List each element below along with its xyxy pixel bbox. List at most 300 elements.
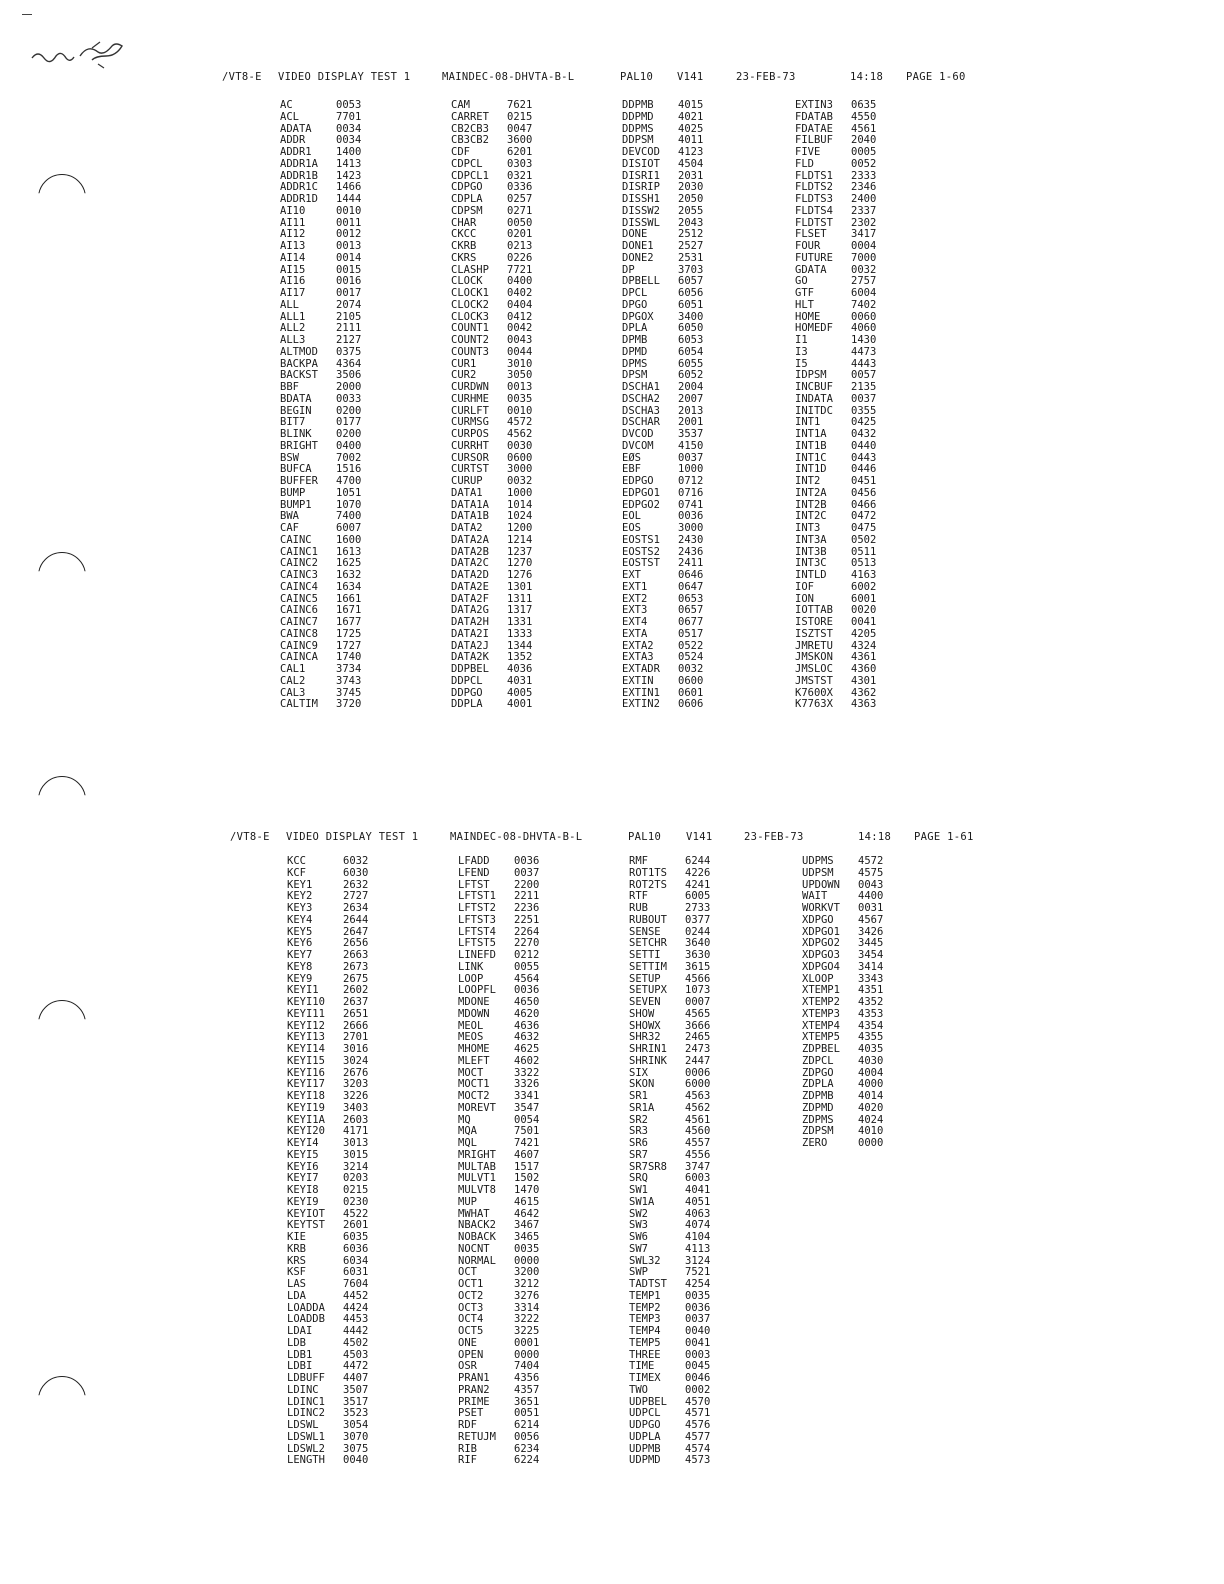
symbol-name: LFTST3 <box>458 913 496 926</box>
symbol-value: 6000 <box>685 1078 711 1091</box>
symbol-name: KEY2 <box>287 890 313 903</box>
symbol-row <box>458 1455 568 1467</box>
symbol-value: 6234 <box>514 1442 540 1455</box>
symbol-value: 4036 <box>507 663 533 675</box>
header-date: 23-FEB-73 <box>736 71 796 83</box>
symbol-name: LENGTH <box>287 1454 325 1467</box>
symbol-column <box>451 100 561 711</box>
symbol-name: DATA2F <box>451 592 489 605</box>
symbol-name: CDPLA <box>451 193 483 205</box>
symbol-name: BWA <box>280 510 299 523</box>
symbol-name: MOCT1 <box>458 1078 490 1091</box>
symbol-name: EOSTST <box>622 557 660 570</box>
symbol-value: 0011 <box>336 216 362 229</box>
symbol-value: 1423 <box>336 169 362 182</box>
symbol-name: SW1 <box>629 1184 648 1196</box>
symbol-value: 0647 <box>678 580 704 593</box>
symbol-name: PRAN1 <box>458 1372 490 1384</box>
symbol-value: 6054 <box>678 345 704 358</box>
symbol-name: DATA2J <box>451 639 489 652</box>
symbol-row <box>287 1326 397 1338</box>
symbol-value: 1000 <box>678 463 704 476</box>
symbol-value: 3124 <box>685 1254 711 1267</box>
symbol-name: KEY3 <box>287 902 313 914</box>
symbol-name: CURTST <box>451 463 489 476</box>
symbol-row <box>795 476 905 488</box>
symbol-value: 6001 <box>851 592 877 605</box>
symbol-name: KEYI12 <box>287 1019 325 1032</box>
symbol-name: CAM <box>451 99 470 111</box>
symbol-name: KEYI5 <box>287 1148 319 1161</box>
symbol-name: BLINK <box>280 428 312 440</box>
symbol-name: CLOCK1 <box>451 287 489 299</box>
symbol-value: 0200 <box>336 428 362 440</box>
symbol-value: 3322 <box>514 1066 540 1079</box>
symbol-row <box>795 147 905 159</box>
symbol-value: 0522 <box>678 639 704 652</box>
symbol-row <box>458 1432 568 1444</box>
symbol-value: 0355 <box>851 404 877 417</box>
symbol-row <box>287 1455 397 1467</box>
symbol-value: 3403 <box>343 1101 369 1114</box>
symbol-name: SR6 <box>629 1137 648 1149</box>
symbol-value: 0600 <box>678 674 704 687</box>
symbol-name: KEY9 <box>287 972 313 985</box>
symbol-row <box>280 253 390 265</box>
symbol-value: 3615 <box>685 960 711 973</box>
symbol-row <box>451 699 561 711</box>
symbol-name: LDSWL <box>287 1419 319 1431</box>
symbol-row <box>622 382 732 394</box>
symbol-name: BDATA <box>280 392 312 405</box>
symbol-value: 4443 <box>851 357 877 370</box>
symbol-row <box>629 1455 739 1467</box>
symbol-name: CKRS <box>451 251 477 264</box>
symbol-value: 0035 <box>507 392 533 405</box>
symbol-row <box>629 1197 739 1209</box>
symbol-row <box>287 1138 397 1150</box>
symbol-name: INT3C <box>795 557 827 570</box>
symbol-name: LFTST4 <box>458 925 496 938</box>
symbol-value: 4574 <box>685 1442 711 1455</box>
symbol-value: 3214 <box>343 1160 369 1173</box>
header-time: 14:18 <box>850 71 884 83</box>
symbol-value: 4400 <box>858 890 884 903</box>
symbol-value: 1317 <box>507 604 533 617</box>
symbol-value: 3400 <box>678 310 704 323</box>
symbol-row <box>280 112 390 124</box>
symbol-name: SR1 <box>629 1090 648 1102</box>
symbol-name: K7763X <box>795 698 833 711</box>
symbol-value: 0177 <box>336 416 362 429</box>
symbol-row <box>622 394 732 406</box>
symbol-value: 4011 <box>678 134 704 147</box>
symbol-value: 0010 <box>336 204 362 217</box>
symbol-name: ZERO <box>802 1137 828 1149</box>
symbol-name: LDSWL1 <box>287 1430 325 1443</box>
symbol-value: 0040 <box>343 1454 369 1467</box>
symbol-row <box>287 962 397 974</box>
symbol-name: CAINC8 <box>280 627 318 640</box>
symbol-value: 0036 <box>514 984 540 997</box>
symbol-name: ZDPMS <box>802 1113 834 1126</box>
symbol-name: INT2B <box>795 498 827 511</box>
header-page-number: PAGE 1-61 <box>914 831 974 843</box>
symbol-name: INT2C <box>795 510 827 523</box>
symbol-value: 1727 <box>336 639 362 652</box>
symbol-value: 7621 <box>507 99 533 111</box>
symbol-value: 3547 <box>514 1101 540 1114</box>
symbol-name: DATA1 <box>451 486 483 499</box>
symbol-name: DONE1 <box>622 240 654 252</box>
symbol-name: JMSLOC <box>795 663 833 675</box>
symbol-value: 4357 <box>514 1383 540 1396</box>
symbol-value: 4473 <box>851 345 877 358</box>
symbol-name: INT1D <box>795 463 827 476</box>
symbol-value: 0047 <box>507 122 533 135</box>
symbol-name: LOOPFL <box>458 984 496 997</box>
symbol-value: 0043 <box>858 878 884 891</box>
symbol-row <box>287 1197 397 1209</box>
symbol-name: WORKVT <box>802 902 840 914</box>
symbol-name: MEOL <box>458 1019 484 1032</box>
symbol-name: UDPMB <box>629 1442 661 1455</box>
symbol-name: CDPCL <box>451 157 483 170</box>
symbol-value: 0646 <box>678 569 704 581</box>
symbol-value: 6005 <box>685 890 711 903</box>
symbol-value: 4572 <box>507 416 533 429</box>
symbol-value: 2637 <box>343 996 369 1008</box>
symbol-row <box>795 288 905 300</box>
header-assembler: PAL10 <box>620 71 654 83</box>
symbol-name: I3 <box>795 345 808 358</box>
symbol-name: SW6 <box>629 1231 648 1243</box>
symbol-name: CAINC9 <box>280 639 318 652</box>
symbol-name: ADDR1D <box>280 193 318 205</box>
symbol-name: MLEFT <box>458 1054 490 1067</box>
symbol-value: 1430 <box>851 334 877 346</box>
symbol-name: ZDPGO <box>802 1066 834 1079</box>
symbol-row <box>458 856 568 868</box>
symbol-value: 2074 <box>336 298 362 311</box>
symbol-value: 0517 <box>678 627 704 640</box>
header-prefix: /VT8-E <box>230 831 270 843</box>
symbol-row <box>451 582 561 594</box>
symbol-name: DONE <box>622 228 648 241</box>
symbol-value: 7701 <box>336 110 362 123</box>
symbol-value: 3222 <box>514 1313 540 1326</box>
symbol-name: CAL1 <box>280 663 306 675</box>
symbol-row <box>795 382 905 394</box>
symbol-value: 3203 <box>343 1078 369 1091</box>
symbol-name: KEYI9 <box>287 1195 319 1208</box>
symbol-value: 4150 <box>678 439 704 452</box>
symbol-value: 3070 <box>343 1430 369 1443</box>
symbol-row <box>451 570 561 582</box>
symbol-value: 4353 <box>858 1007 884 1020</box>
symbol-name: CAL2 <box>280 674 306 687</box>
symbol-name: FIVE <box>795 146 821 158</box>
symbol-value: 0035 <box>685 1289 711 1302</box>
symbol-value: 1024 <box>507 510 533 523</box>
symbol-name: EXTA3 <box>622 651 654 664</box>
symbol-name: SETUP <box>629 972 661 985</box>
symbol-name: SHRINK <box>629 1054 667 1067</box>
symbol-value: 0741 <box>678 498 704 511</box>
symbol-name: CURLFT <box>451 404 489 417</box>
symbol-value: 2000 <box>336 381 362 393</box>
symbol-value: 6007 <box>336 522 362 534</box>
symbol-value: 3467 <box>514 1219 540 1232</box>
symbol-name: MEOS <box>458 1031 484 1044</box>
symbol-name: LDB1 <box>287 1348 313 1361</box>
symbol-value: 2270 <box>514 937 540 950</box>
symbol-value: 4620 <box>514 1007 540 1020</box>
symbol-row <box>451 535 561 547</box>
symbol-name: LDBUFF <box>287 1372 325 1384</box>
symbol-value: 2004 <box>678 381 704 393</box>
symbol-value: 0054 <box>514 1113 540 1126</box>
symbol-name: TEMP2 <box>629 1301 661 1314</box>
symbol-value: 0000 <box>514 1254 540 1267</box>
symbol-name: NOBACK <box>458 1231 496 1243</box>
symbol-name: EØS <box>622 451 641 464</box>
symbol-name: FILBUF <box>795 134 833 147</box>
symbol-name: EBF <box>622 463 641 476</box>
symbol-value: 0014 <box>336 251 362 264</box>
symbol-row <box>622 523 732 535</box>
symbol-name: AC <box>280 99 293 111</box>
symbol-row <box>622 535 732 547</box>
symbol-name: ALL1 <box>280 310 306 323</box>
symbol-value: 6030 <box>343 866 369 879</box>
symbol-name: SR2 <box>629 1113 648 1126</box>
symbol-value: 6244 <box>685 855 711 867</box>
symbol-value: 2111 <box>336 322 362 335</box>
symbol-name: KEY7 <box>287 949 313 961</box>
symbol-value: 0043 <box>507 334 533 346</box>
symbol-name: INT2 <box>795 475 821 487</box>
symbol-value: 3075 <box>343 1442 369 1455</box>
symbol-name: KEY4 <box>287 913 313 926</box>
symbol-value: 2673 <box>343 960 369 973</box>
symbol-value: 6034 <box>343 1254 369 1267</box>
symbol-name: BRIGHT <box>280 439 318 452</box>
symbol-value: 6055 <box>678 357 704 370</box>
symbol-name: KEYI18 <box>287 1090 325 1102</box>
symbol-value: 4254 <box>685 1278 711 1290</box>
symbol-name: CURDWN <box>451 381 489 393</box>
symbol-value: 0040 <box>685 1325 711 1337</box>
symbol-value: 1517 <box>514 1160 540 1173</box>
symbol-value: 4563 <box>685 1090 711 1102</box>
symbol-row <box>458 1185 568 1197</box>
symbol-value: 1625 <box>336 557 362 570</box>
symbol-name: DDPMB <box>622 99 654 111</box>
symbol-value: 0034 <box>336 134 362 147</box>
symbol-row <box>451 288 561 300</box>
symbol-name: LINEFD <box>458 949 496 961</box>
symbol-row <box>629 868 739 880</box>
symbol-name: UDPBEL <box>629 1395 667 1408</box>
symbol-row <box>451 300 561 312</box>
symbol-row <box>629 1432 739 1444</box>
symbol-name: MUP <box>458 1195 477 1208</box>
symbol-value: 4361 <box>851 651 877 664</box>
symbol-value: 2651 <box>343 1007 369 1020</box>
symbol-value: 6003 <box>685 1172 711 1185</box>
symbol-row <box>795 394 905 406</box>
symbol-value: 0006 <box>685 1066 711 1079</box>
symbol-value: 2236 <box>514 902 540 914</box>
symbol-row <box>458 1338 568 1350</box>
symbol-value: 4010 <box>858 1125 884 1138</box>
symbol-row <box>795 335 905 347</box>
symbol-row <box>795 253 905 265</box>
symbol-name: CAINC5 <box>280 592 318 605</box>
symbol-value: 0653 <box>678 592 704 605</box>
symbol-row <box>622 676 732 688</box>
symbol-name: DISSW2 <box>622 204 660 217</box>
symbol-row <box>280 429 390 441</box>
symbol-row <box>795 241 905 253</box>
symbol-row <box>458 1291 568 1303</box>
symbol-name: DP <box>622 263 635 276</box>
symbol-value: 2055 <box>678 204 704 217</box>
symbol-value: 3745 <box>336 686 362 699</box>
symbol-row <box>629 950 739 962</box>
symbol-value: 0060 <box>851 310 877 323</box>
symbol-value: 0203 <box>343 1172 369 1185</box>
symbol-value: 3465 <box>514 1231 540 1243</box>
symbol-value: 2757 <box>851 275 877 288</box>
symbol-value: 4503 <box>343 1348 369 1361</box>
symbol-value: 3226 <box>343 1090 369 1102</box>
punch-hole-mark <box>38 776 86 824</box>
symbol-name: UDPLA <box>629 1430 661 1443</box>
symbol-name: HOME <box>795 310 821 323</box>
symbol-value: 0020 <box>851 604 877 617</box>
symbol-row <box>280 300 390 312</box>
symbol-row <box>287 1103 397 1115</box>
symbol-name: CDPCL1 <box>451 169 489 182</box>
symbol-name: MQ <box>458 1113 471 1126</box>
symbol-name: MHOME <box>458 1043 490 1055</box>
symbol-value: 3703 <box>678 263 704 276</box>
symbol-value: 4570 <box>685 1395 711 1408</box>
symbol-name: DONE2 <box>622 251 654 264</box>
symbol-name: LOOP <box>458 972 484 985</box>
symbol-row <box>280 488 390 500</box>
symbol-name: RTF <box>629 890 648 903</box>
symbol-value: 0475 <box>851 522 877 534</box>
symbol-value: 4573 <box>685 1454 711 1467</box>
symbol-value: 3000 <box>507 463 533 476</box>
symbol-value: 6053 <box>678 334 704 346</box>
symbol-name: KIE <box>287 1231 306 1243</box>
symbol-name: DEVCOD <box>622 146 660 158</box>
symbol-row <box>622 100 732 112</box>
symbol-value: 2013 <box>678 404 704 417</box>
symbol-name: DDPLA <box>451 698 483 711</box>
symbol-value: 0037 <box>678 451 704 464</box>
symbol-row <box>795 488 905 500</box>
symbol-value: 4241 <box>685 878 711 891</box>
symbol-name: PRAN2 <box>458 1383 490 1396</box>
symbol-name: KEYI1A <box>287 1113 325 1126</box>
symbol-value: 0321 <box>507 169 533 182</box>
symbol-value: 4557 <box>685 1137 711 1149</box>
symbol-value: 0057 <box>851 369 877 382</box>
symbol-name: AI10 <box>280 204 306 217</box>
symbol-row <box>802 950 912 962</box>
symbol-name: BBF <box>280 381 299 393</box>
symbol-row <box>280 147 390 159</box>
symbol-name: THREE <box>629 1348 661 1361</box>
symbol-row <box>622 629 732 641</box>
symbol-row <box>795 206 905 218</box>
symbol-name: CURSOR <box>451 451 489 464</box>
symbol-name: LFEND <box>458 866 490 879</box>
symbol-name: INT1A <box>795 428 827 440</box>
symbol-value: 3200 <box>514 1266 540 1279</box>
symbol-row <box>629 1056 739 1068</box>
symbol-value: 0215 <box>507 110 533 123</box>
symbol-row <box>280 629 390 641</box>
symbol-row <box>802 1044 912 1056</box>
symbol-value: 4607 <box>514 1148 540 1161</box>
symbol-name: KCC <box>287 855 306 867</box>
symbol-name: COUNT1 <box>451 322 489 335</box>
symbol-name: ZDPSM <box>802 1125 834 1138</box>
symbol-name: EOSTS2 <box>622 545 660 558</box>
symbol-value: 1073 <box>685 984 711 997</box>
symbol-value: 3651 <box>514 1395 540 1408</box>
symbol-value: 2603 <box>343 1113 369 1126</box>
symbol-row <box>280 241 390 253</box>
symbol-name: TIME <box>629 1360 655 1373</box>
symbol-value: 2264 <box>514 925 540 938</box>
symbol-name: FLDTST <box>795 216 833 229</box>
symbol-value: 4502 <box>343 1336 369 1349</box>
symbol-value: 0015 <box>336 263 362 276</box>
symbol-name: TEMP3 <box>629 1313 661 1326</box>
symbol-value: 0402 <box>507 287 533 299</box>
symbol-row <box>287 1150 397 1162</box>
symbol-value: 6035 <box>343 1231 369 1243</box>
symbol-value: 4104 <box>685 1231 711 1243</box>
symbol-name: KEYI16 <box>287 1066 325 1079</box>
header-version: V141 <box>677 71 704 83</box>
symbol-value: 0257 <box>507 193 533 205</box>
symbol-name: SR3 <box>629 1125 648 1138</box>
symbol-value: 1632 <box>336 569 362 581</box>
symbol-name: ZDPLA <box>802 1078 834 1091</box>
symbol-row <box>280 664 390 676</box>
symbol-value: 6056 <box>678 287 704 299</box>
header-assembler: PAL10 <box>628 831 662 843</box>
symbol-name: EDPGO1 <box>622 486 660 499</box>
symbol-name: SETTIM <box>629 960 667 973</box>
symbol-name: XDPGO3 <box>802 949 840 961</box>
symbol-name: KEYI1 <box>287 984 319 997</box>
symbol-value: 3454 <box>858 949 884 961</box>
symbol-name: EOSTS1 <box>622 533 660 546</box>
symbol-row <box>280 476 390 488</box>
symbol-row <box>795 582 905 594</box>
symbol-row <box>629 1244 739 1256</box>
symbol-value: 4363 <box>851 698 877 711</box>
